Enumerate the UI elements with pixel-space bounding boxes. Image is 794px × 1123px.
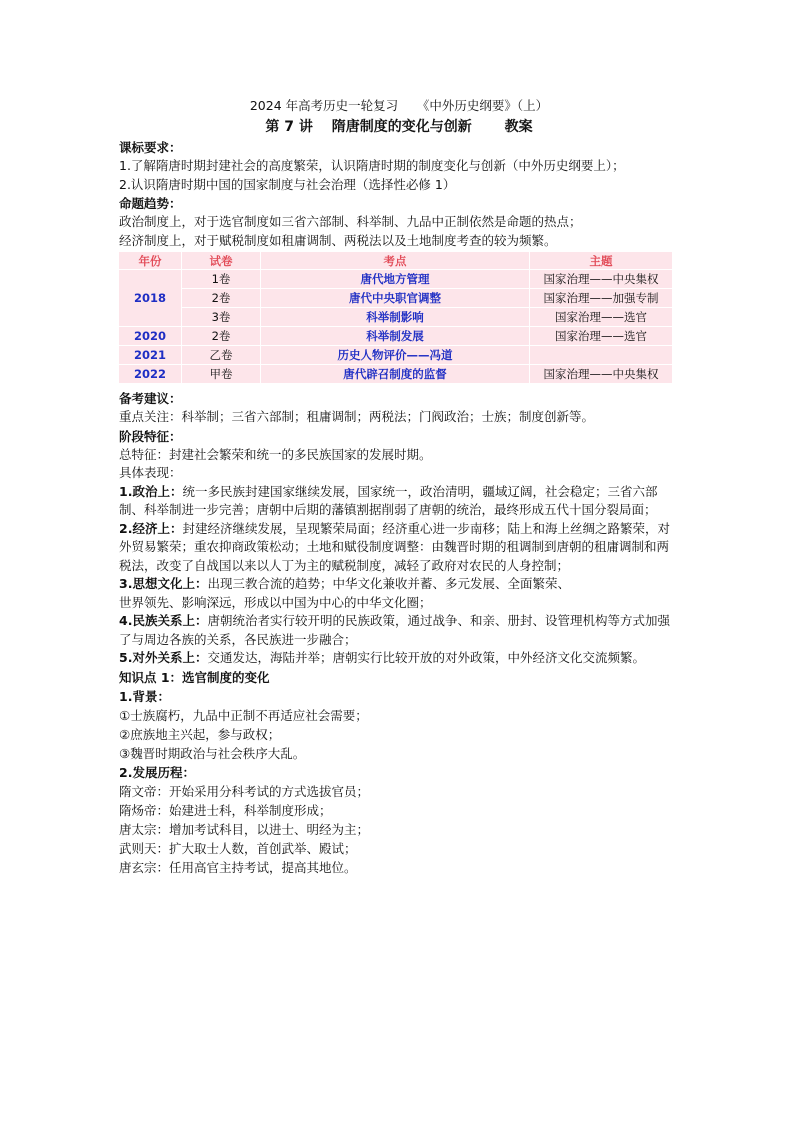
cell-point: 历史人物评价——冯道 xyxy=(261,346,530,365)
cell-theme: 国家治理——加强专制 xyxy=(530,289,673,308)
prep-text: 重点关注：科举制；三省六部制；租庸调制；两税法；门阀政治；士族；制度创新等。 xyxy=(119,409,595,424)
stage-overall: 总特征：封建社会繁荣和统一的多民族国家的发展时期。 xyxy=(119,446,432,462)
cell-point: 唐代中央职官调整 xyxy=(261,289,530,308)
table-row xyxy=(119,327,673,346)
culture-text-a: 出现三教合流的趋势；中华文化兼收并蓄、多元发展、全面繁荣、 xyxy=(207,576,570,591)
development-item-5: 唐玄宗：任用高官主持考试，提高其地位。 xyxy=(119,859,357,875)
header-year: 年份 xyxy=(119,252,182,270)
cell-year: 2022 xyxy=(119,365,182,384)
stage-point-culture xyxy=(119,575,679,594)
development-heading: 2.发展历程： xyxy=(119,764,195,780)
header-point: 考点 xyxy=(261,252,530,270)
curriculum-heading: 课标要求： xyxy=(119,140,182,155)
cell-point: 科举制发展 xyxy=(261,327,530,346)
stage-heading: 阶段特征： xyxy=(119,428,182,444)
document-title-line1: 2024 年高考历史一轮复习 《中外历史纲要》（上） xyxy=(249,98,549,113)
table-row xyxy=(119,270,673,289)
curriculum-item-1: 1.了解隋唐时期封建社会的高度繁荣，认识隋唐时期的制度变化与创新（中外历史纲要上）； xyxy=(119,158,625,173)
cell-theme: 国家治理——中央集权 xyxy=(530,365,673,384)
cell-year: 2018 xyxy=(119,270,182,327)
curriculum-item-2: 2.认识隋唐时期中国的国家制度与社会治理（选择性必修 1） xyxy=(119,176,456,192)
trend-item-2: 经济制度上，对于赋税制度如租庸调制、两税法以及土地制度考查的较为频繁。 xyxy=(119,232,557,248)
cell-point: 唐代地方管理 xyxy=(261,270,530,289)
ethnic-text: 唐朝统治者实行较开明的民族政策，通过战争、和亲、册封、设管理机构等方式加强了与周边各族的关系，各民族进一步融合； xyxy=(119,613,670,647)
background-item-2: ②庶族地主兴起，参与政权； xyxy=(119,726,281,742)
cell-paper: 3卷 xyxy=(182,308,261,327)
table-row xyxy=(119,308,673,327)
table-header-row xyxy=(119,252,673,270)
header-paper: 试卷 xyxy=(182,252,261,270)
politics-text: 统一多民族封建国家继续发展，国家统一，政治清明，疆域辽阔，社会稳定；三省六部制、科举制进一步完善；唐朝中后期的藩镇割据削弱了唐朝的统治，最终形成五代十国分裂局面； xyxy=(119,483,658,517)
trend-item-1: 政治制度上，对于选官制度如三省六部制、科举制、九品中正制依然是命题的热点； xyxy=(119,214,582,229)
cell-paper: 乙卷 xyxy=(182,346,261,365)
table-row xyxy=(119,346,673,365)
development-item-3: 唐太宗：增加考试科目，以进士、明经为主； xyxy=(119,821,370,837)
cell-paper: 2卷 xyxy=(182,327,261,346)
trend-heading: 命题趋势： xyxy=(119,196,182,211)
foreign-label: 5.对外关系上： xyxy=(119,650,208,665)
background-item-3: ③魏晋时期政治与社会秩序大乱。 xyxy=(119,745,306,761)
exam-table xyxy=(119,252,673,383)
cell-year: 2021 xyxy=(119,346,182,365)
cell-year: 2020 xyxy=(119,327,182,346)
foreign-text: 交通发达，海陆并举；唐朝实行比较开放的对外政策，中外经济文化交流频繁。 xyxy=(207,650,645,665)
document-content xyxy=(119,96,679,877)
stage-point-politics xyxy=(119,483,679,520)
economy-text: 封建经济继续发展，呈现繁荣局面；经济重心进一步南移；陆上和海上丝绸之路繁荣，对外贸易繁荣；重农抑商政策松动；土地和赋役制度调整：由魏晋时期的租调制到唐朝的租庸调制和两税法，改变了自战国以来以人丁为主的赋税制度，减轻了政府对农民的人身控制； xyxy=(119,520,670,573)
cell-theme: 国家治理——选官 xyxy=(530,308,673,327)
table-row xyxy=(119,289,673,308)
prep-heading: 备考建议： xyxy=(119,391,182,406)
cell-point: 唐代辟召制度的监督 xyxy=(261,365,530,384)
knowledge-heading: 知识点 1：选官制度的变化 xyxy=(119,669,270,685)
ethnic-label: 4.民族关系上： xyxy=(119,613,208,628)
table-row xyxy=(119,365,673,384)
politics-label: 1.政治上： xyxy=(119,483,183,499)
cell-paper: 1卷 xyxy=(182,270,261,289)
stage-point-economy xyxy=(119,520,679,576)
stage-point-foreign xyxy=(119,649,679,668)
cell-point: 科举制影响 xyxy=(261,308,530,327)
development-item-2: 隋炀帝：始建进士科，科举制度形成； xyxy=(119,802,332,818)
cell-theme xyxy=(530,346,673,365)
development-item-4: 武则天：扩大取士人数，首创武举、殿试； xyxy=(119,840,357,856)
economy-label: 2.经济上： xyxy=(119,520,183,536)
stage-detail-heading: 具体表现： xyxy=(119,465,182,480)
background-item-1: ①士族腐朽，九品中正制不再适应社会需要； xyxy=(119,707,368,723)
cell-theme: 国家治理——中央集权 xyxy=(530,270,673,289)
document-title-line2: 第 7 讲 隋唐制度的变化与创新 教案 xyxy=(265,119,533,135)
cell-paper: 甲卷 xyxy=(182,365,261,384)
background-heading: 1.背景： xyxy=(119,688,170,704)
stage-point-ethnic xyxy=(119,612,679,649)
cell-paper: 2卷 xyxy=(182,289,261,308)
culture-text-b: 世界领先、影响深远，形成以中国为中心的中华文化圈； xyxy=(119,594,432,610)
cell-theme: 国家治理——选官 xyxy=(530,327,673,346)
header-theme: 主题 xyxy=(530,252,673,270)
culture-label: 3.思想文化上： xyxy=(119,576,208,591)
development-item-1: 隋文帝：开始采用分科考试的方式选拔官员； xyxy=(119,783,370,799)
